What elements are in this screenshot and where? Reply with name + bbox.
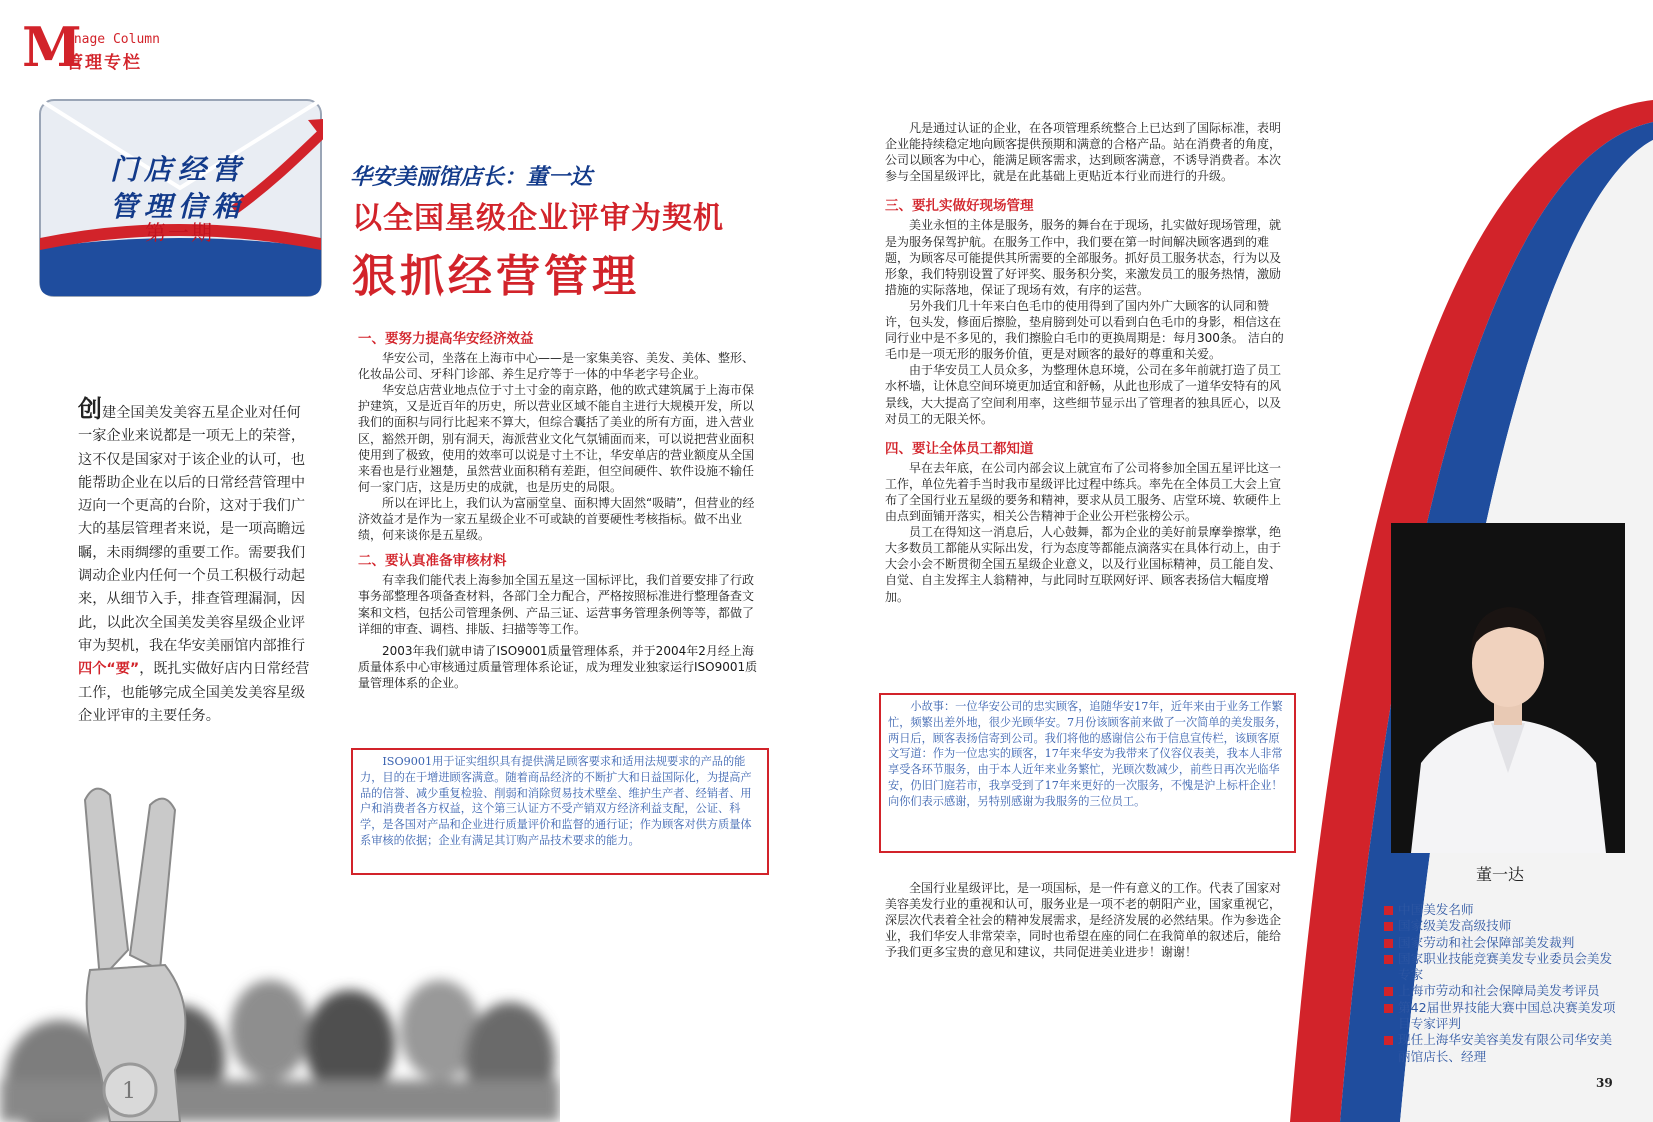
qualifications-list xyxy=(1384,902,1616,1065)
closing-paragraph: 全国行业星级评比，是一项国标，是一件有意义的工作。代表了国家对美容美发行业的重视和认可，服务业是一项不老的朝阳产业，国家重视它，深层次代表着全社会的精神发展需求，是经济发展的必然结果。作为参选企业，我们华安人非常荣幸，同时也希望在座的同仁在我简单的叙述后，能给予我们更多宝贵的意见和建议，共同促进美业进步！谢谢！ xyxy=(885,881,1282,960)
article-title-line2: 狠抓经营管理 xyxy=(352,251,640,302)
section-heading-2: 二、要认真准备审核材料 xyxy=(358,553,507,570)
section-heading-3: 三、要扎实做好现场管理 xyxy=(885,198,1034,215)
paragraph: 有幸我们能代表上海参加全国五星这一国标评比，我们首要安排了行政事务部整理各项备查材料，各部门全力配合，严格按照标准进行整理备查文案和文档，包括公司管理条例、产品三证、运营事务管理条例等等，都做了详细的审查、调档、排版、扫描等等工作。 xyxy=(358,573,755,636)
paragraph: 凡是通过认证的企业，在各项管理系统整合上已达到了国际标准，表明企业能持续稳定地向顾客提供预期和满意的合格产品。站在消费者的角度，公司以顾客为中心，能满足顾客需求，达到顾客满意，不诱导消费者。本次参与全国星级评比，就是在此基础上更贴近本行业而进行的升级。 xyxy=(885,121,1282,184)
article-title-line1: 以全国星级企业评审为契机 xyxy=(352,201,724,236)
iso9001-note-box: ISO9001用于证实组织具有提供满足顾客要求和适用法规要求的产品的能力，目的在于增进顾客满意。随着商品经济的不断扩大和日益国际化，为提高产品的信誉、减少重复检验、削弱和消除贸易技术壁垒、维护生产者、经销者、用户和消费者各方权益，这个第三认证方不受产销双方经济利益支配，公证、科学，是各国对产品和企业进行质量评价和监督的通行证；作为顾客对供方质量体系审核的依据；企业有满足其订购产品技术要求的能力。 xyxy=(351,748,769,875)
intro-text-after: ，既扎实做好店内日常经营工作，也能够完成全国美发美容星级企业评审的主要任务。 xyxy=(78,661,310,724)
paragraph: 所以在评比上，我们认为富丽堂皇、面积博大固然“吸睛”，但营业的经济效益才是作为一家五星级企业不可或缺的首要硬性考核指标。做不出业绩，何来谈你是五星级。 xyxy=(358,495,755,543)
column-name-english: anage Column xyxy=(66,32,160,47)
customer-story-box: 小故事：一位华安公司的忠实顾客，追随华安17年，近年来由于业务工作繁忙，频繁出差外地，很少光顾华安。7月份该顾客前来做了一次简单的美发服务，两日后，顾客表扬信寄到公司。我们将他的感谢信公布于信息宣传栏，该顾客原文写道：作为一位忠实的顾客，17年来华安为我带来了仪容仪表美，我本人非常享受各环节服务，由于本人近年来业务繁忙，光顾次数减少，前些日再次光临华安，仍旧门庭若市，我享受到了17年来更好的一次服务，不愧是沪上标杆企业！向你们表示感谢，另特别感谢为我服务的三位员工。 xyxy=(879,693,1296,853)
paragraph: 华安公司，坐落在上海市中心——是一家集美容、美发、美体、整形、化妆品公司、牙科门诊部、养生足疗等于一体的中华老字号企业。 xyxy=(358,351,755,382)
portrait-photo xyxy=(1391,523,1625,853)
badge-title-line2: 管理信箱 xyxy=(110,190,247,223)
page-number: 39 xyxy=(1596,1076,1613,1090)
qualification-item: 国家劳动和社会保障部美发裁判 xyxy=(1384,935,1616,951)
paragraph: 2003年我们就申请了ISO9001质量管理体系，并于2004年2月经上海质量体系中心审核通过质量管理体系论证，成为理发业独家运行ISO9001质量管理体系的企业。 xyxy=(358,643,758,690)
section-heading-4: 四、要让全体员工都知道 xyxy=(885,440,1034,457)
svg-text:1: 1 xyxy=(122,1079,136,1104)
intro-highlight: 四个“要” xyxy=(78,661,140,678)
drop-cap: 创 xyxy=(78,394,102,423)
qualification-item: 国家职业技能竞赛美发专业委员会美发专家 xyxy=(1384,951,1616,984)
paragraph: 员工在得知这一消息后，人心鼓舞，都为企业的美好前景摩拳擦掌，绝大多数员工都能从实际出发，行为态度等都能点滴落实在具体行动上，由于大会小会不断贯彻全国五星级企业意义，以及行业国标精神，员工能自发、自觉、自主发挥主人翁精神，与此同时互联网好评、顾客表扬信大幅度增加。 xyxy=(885,525,1282,604)
column-name-chinese: 管理专栏 xyxy=(66,53,142,73)
badge-issue: 第一期 xyxy=(145,221,214,245)
qualification-item: 现任上海华安美容美发有限公司华安美丽馆店长、经理 xyxy=(1384,1032,1616,1065)
article-subtitle: 华安美丽馆店长：董一达 xyxy=(350,164,593,190)
paragraph: 另外我们几十年来白色毛巾的使用得到了国内外广大顾客的认同和赞许，包头发，修面后擦脸，垫肩膀到处可以看到白色毛巾的身影，相信这在同行业中是不多见的，我们擦脸白毛巾的更换周期是：每月300条。 洁白的毛巾是一项无形的服务价值，更是对顾客的最好的尊重和关爱。 xyxy=(885,298,1284,362)
qualification-item: 国家级美发高级技师 xyxy=(1384,918,1616,934)
section-heading-1: 一、要努力提高华安经济效益 xyxy=(358,331,534,347)
article-column-1 xyxy=(358,325,758,691)
paragraph: 早在去年底，在公司内部会议上就宣布了公司将参加全国五星评比这一工作，单位先着手当时我市星级评比过程中练兵。率先在全体员工大会上宣布了全国行业五星级的要务和精神，要求从员工服务、店堂环境、软硬件上由点到面铺开落实，相关公告精神于企业公开栏张榜公示。 xyxy=(885,460,1282,524)
column-logo-initial: M xyxy=(22,15,82,79)
article-column-2 xyxy=(885,120,1287,605)
qualification-item: 上海市劳动和社会保障局美发考评员 xyxy=(1384,983,1616,999)
paragraph: 美业永恒的主体是服务，服务的舞台在于现场，扎实做好现场管理，就是为服务保驾护航。在服务工作中，我们要在第一时间解决顾客遇到的难题，为顾客尽可能提供其所需要的全部服务。抓好员工服务状态，行为以及形象，我们特别设置了好评奖、服务积分奖，来激发员工的服务热情，激励措施的实际落地，保证了现场有效，有序的运营。 xyxy=(885,218,1282,297)
intro-text-before: 建全国美发美容五星企业对任何一家企业来说都是一项无上的荣誉，这不仅是国家对于该企业的认可，也能帮助企业在以后的日常经营管理中迈向一个更高的台阶，这对于我们广大的基层管理者来说，是一项高瞻远瞩，未雨绸缪的重要工作。需要我们调动企业内任何一个员工积极行动起来，从细节入手，排查管理漏洞，因此，以此次全国美发美容星级企业评审为契机，我在华安美丽馆内部推行 xyxy=(78,405,306,654)
intro-paragraph xyxy=(78,394,313,728)
portrait-caption: 董一达 xyxy=(1476,865,1525,884)
qualification-item: 第42届世界技能大赛中国总决赛美发项目专家评判 xyxy=(1384,1000,1616,1033)
paragraph: 华安总店营业地点位于寸土寸金的南京路，他的欧式建筑属于上海市保护建筑，又是近百年的历史，所以营业区域不能自主进行大规模开发，所以我们的面积与同行比起来不算大，但综合囊括了美业的所有方面，进入营业区，豁然开朗，别有洞天，海派营业文化气氛铺面而来，可以说把营业面积使用到了极致，使用的效率可以说是寸土不让，华安单店的营业额度从全国来看也是行业翘楚，虽然营业面积稍有差距，但空间硬件、软件设施不输任何一家门店，这是历史的成就，也是历史的局限。 xyxy=(358,383,755,494)
paragraph: 由于华安员工人员众多，为整理休息环境，公司在多年前就打造了员工水杯墙，让休息空间环境更加适宜和舒畅，从此也形成了一道华安特有的风景线，大大提高了空间利用率，这些细节显示出了管理者的独具匠心，以及对员工的无限关怀。 xyxy=(885,363,1282,426)
badge-title-line1: 门店经营 xyxy=(110,153,247,186)
qualification-item: 中国美发名师 xyxy=(1384,902,1616,918)
